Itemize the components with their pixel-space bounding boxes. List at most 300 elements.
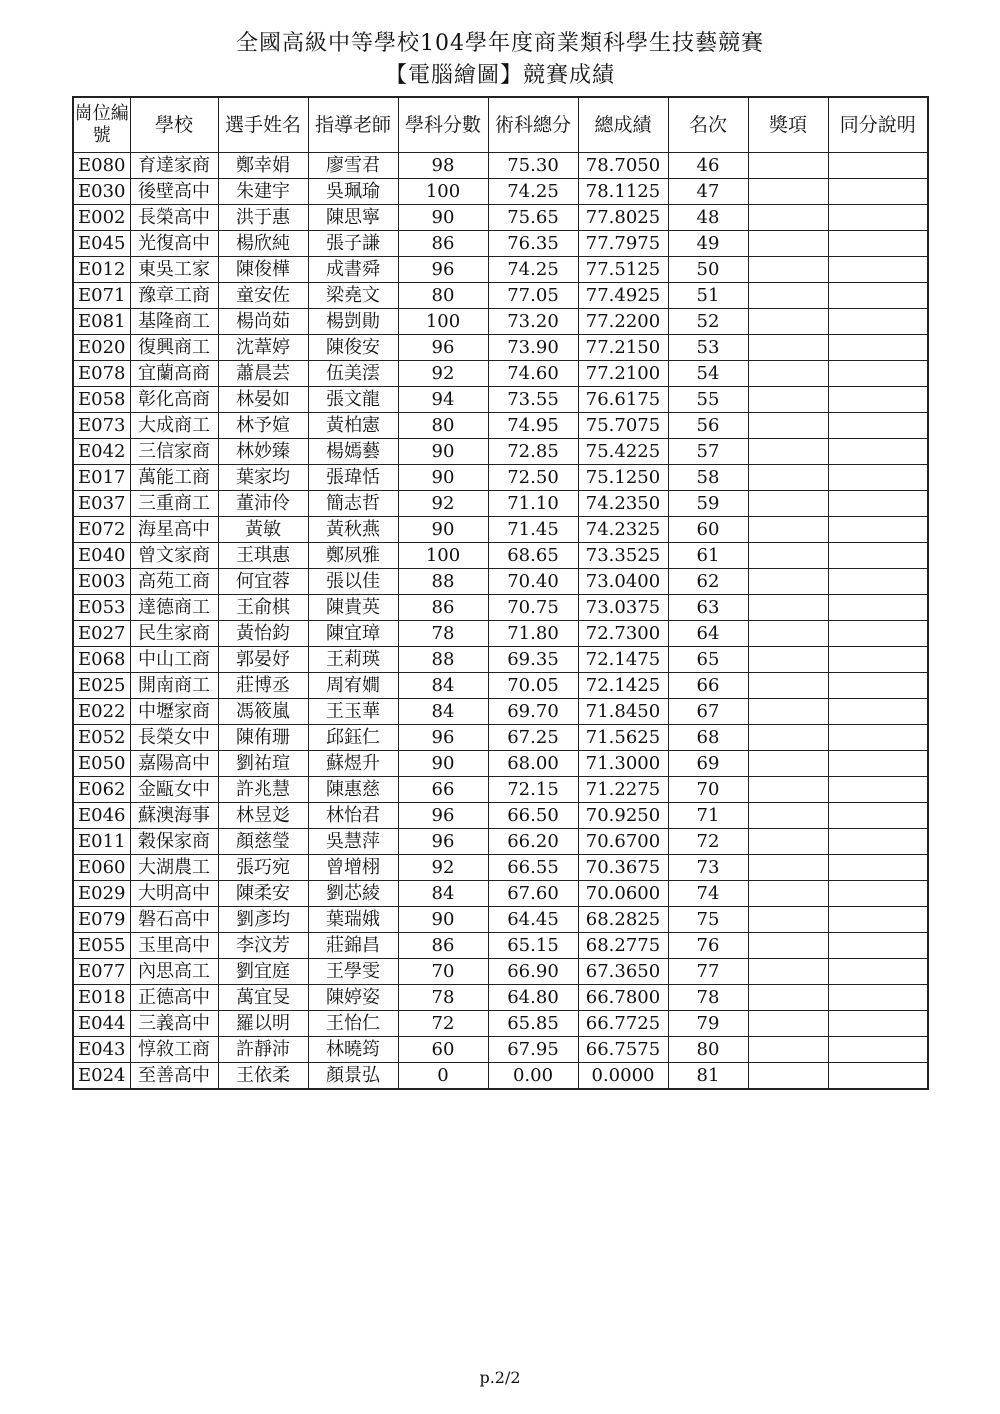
table-cell: 50 xyxy=(668,257,748,283)
table-row xyxy=(73,387,928,413)
table-cell: 96 xyxy=(398,725,488,751)
table-cell: 72.50 xyxy=(488,465,578,491)
table-cell xyxy=(748,387,828,413)
table-row xyxy=(73,413,928,439)
table-cell: E053 xyxy=(73,595,130,621)
table-cell: 86 xyxy=(398,933,488,959)
table-cell: 71.10 xyxy=(488,491,578,517)
table-cell: 廖雪君 xyxy=(308,153,398,179)
table-cell xyxy=(828,283,928,309)
table-cell: 74.60 xyxy=(488,361,578,387)
table-cell: 蘇澳海事 xyxy=(130,803,218,829)
table-cell: 東吳工家 xyxy=(130,257,218,283)
table-cell: 豫章工商 xyxy=(130,283,218,309)
table-cell: 周宥嫺 xyxy=(308,673,398,699)
table-cell xyxy=(748,491,828,517)
table-cell: 王琪惠 xyxy=(218,543,308,569)
table-cell: 吳慧萍 xyxy=(308,829,398,855)
table-cell: 53 xyxy=(668,335,748,361)
table-cell: 96 xyxy=(398,803,488,829)
table-cell: 成書舜 xyxy=(308,257,398,283)
table-cell: 78 xyxy=(398,985,488,1011)
table-cell: 65.15 xyxy=(488,933,578,959)
table-cell: 陳俊安 xyxy=(308,335,398,361)
table-cell: 陳俊樺 xyxy=(218,257,308,283)
table-row xyxy=(73,647,928,673)
table-cell: 黃秋燕 xyxy=(308,517,398,543)
table-cell xyxy=(748,335,828,361)
table-cell: 70 xyxy=(398,959,488,985)
table-cell: 64.45 xyxy=(488,907,578,933)
table-cell: E022 xyxy=(73,699,130,725)
table-cell: 67 xyxy=(668,699,748,725)
table-row xyxy=(73,465,928,491)
table-row xyxy=(73,725,928,751)
table-cell: 78 xyxy=(398,621,488,647)
table-cell xyxy=(828,1011,928,1037)
table-cell: 58 xyxy=(668,465,748,491)
table-row xyxy=(73,699,928,725)
table-cell: 陳宜璋 xyxy=(308,621,398,647)
table-cell: 曾增栩 xyxy=(308,855,398,881)
column-header: 學科分數 xyxy=(398,97,488,153)
table-cell xyxy=(828,205,928,231)
table-cell: 75.7075 xyxy=(578,413,668,439)
table-cell: 90 xyxy=(398,205,488,231)
column-header: 選手姓名 xyxy=(218,97,308,153)
table-cell: 惇敘工商 xyxy=(130,1037,218,1063)
table-cell: 80 xyxy=(668,1037,748,1063)
table-cell: 穀保家商 xyxy=(130,829,218,855)
table-cell: 57 xyxy=(668,439,748,465)
table-cell: 李汶芳 xyxy=(218,933,308,959)
table-cell xyxy=(828,1063,928,1090)
table-cell: E040 xyxy=(73,543,130,569)
table-cell: 大湖農工 xyxy=(130,855,218,881)
table-cell: E018 xyxy=(73,985,130,1011)
table-cell: 71.45 xyxy=(488,517,578,543)
table-cell: 羅以明 xyxy=(218,1011,308,1037)
table-row xyxy=(73,777,928,803)
table-cell: 80 xyxy=(398,413,488,439)
table-cell xyxy=(828,335,928,361)
table-cell xyxy=(828,881,928,907)
table-cell: 莊博丞 xyxy=(218,673,308,699)
table-cell: 71.8450 xyxy=(578,699,668,725)
table-cell: 洪于惠 xyxy=(218,205,308,231)
table-cell: 66.7800 xyxy=(578,985,668,1011)
document-title: 全國高級中等學校104學年度商業類科學生技藝競賽 xyxy=(236,31,764,56)
table-cell: 66.7575 xyxy=(578,1037,668,1063)
table-cell: 後壁高中 xyxy=(130,179,218,205)
table-cell xyxy=(828,179,928,205)
table-cell: 62 xyxy=(668,569,748,595)
table-cell: 達德商工 xyxy=(130,595,218,621)
table-cell: E002 xyxy=(73,205,130,231)
table-row xyxy=(73,309,928,335)
table-cell: 75 xyxy=(668,907,748,933)
table-cell: 76 xyxy=(668,933,748,959)
table-cell: 黃敏 xyxy=(218,517,308,543)
table-cell: 92 xyxy=(398,491,488,517)
table-cell: 復興商工 xyxy=(130,335,218,361)
table-cell: 宜蘭高商 xyxy=(130,361,218,387)
table-cell: 78.7050 xyxy=(578,153,668,179)
table-cell: 98 xyxy=(398,153,488,179)
table-cell: 海星高中 xyxy=(130,517,218,543)
table-cell: 66.7725 xyxy=(578,1011,668,1037)
table-cell xyxy=(748,803,828,829)
table-cell: 65 xyxy=(668,647,748,673)
table-cell xyxy=(828,439,928,465)
table-cell: 56 xyxy=(668,413,748,439)
table-row xyxy=(73,1011,928,1037)
table-cell: 72.85 xyxy=(488,439,578,465)
table-cell: 46 xyxy=(668,153,748,179)
table-row xyxy=(73,881,928,907)
column-header: 獎項 xyxy=(748,97,828,153)
table-cell xyxy=(748,647,828,673)
table-cell: 80 xyxy=(398,283,488,309)
table-cell xyxy=(748,881,828,907)
table-cell: 72.1425 xyxy=(578,673,668,699)
table-row xyxy=(73,283,928,309)
table-cell: 94 xyxy=(398,387,488,413)
table-cell: 66 xyxy=(668,673,748,699)
table-cell xyxy=(748,309,828,335)
table-cell xyxy=(828,595,928,621)
table-cell xyxy=(748,1037,828,1063)
table-cell xyxy=(828,959,928,985)
table-body xyxy=(73,153,928,1090)
table-cell: 基隆商工 xyxy=(130,309,218,335)
table-cell: 88 xyxy=(398,647,488,673)
table-cell: 69 xyxy=(668,751,748,777)
table-cell: 77 xyxy=(668,959,748,985)
table-cell: 75.1250 xyxy=(578,465,668,491)
table-cell: 許靜沛 xyxy=(218,1037,308,1063)
table-cell: 大明高中 xyxy=(130,881,218,907)
table-cell: 張以佳 xyxy=(308,569,398,595)
table-cell: 王莉瑛 xyxy=(308,647,398,673)
table-cell: 75.30 xyxy=(488,153,578,179)
table-row xyxy=(73,491,928,517)
table-cell: E029 xyxy=(73,881,130,907)
table-cell xyxy=(828,985,928,1011)
table-cell: 73 xyxy=(668,855,748,881)
table-cell: 林怡君 xyxy=(308,803,398,829)
table-cell: E080 xyxy=(73,153,130,179)
table-cell xyxy=(828,361,928,387)
table-cell: 葉家均 xyxy=(218,465,308,491)
column-header: 名次 xyxy=(668,97,748,153)
table-cell: E052 xyxy=(73,725,130,751)
table-cell: E044 xyxy=(73,1011,130,1037)
table-cell: 林晏如 xyxy=(218,387,308,413)
table-cell: 73.3525 xyxy=(578,543,668,569)
table-cell xyxy=(748,205,828,231)
table-cell xyxy=(828,621,928,647)
table-cell: 陳惠慈 xyxy=(308,777,398,803)
table-cell: 68.2775 xyxy=(578,933,668,959)
table-cell: 73.90 xyxy=(488,335,578,361)
table-cell: 72.15 xyxy=(488,777,578,803)
table-cell: 71.3000 xyxy=(578,751,668,777)
table-cell: 大成商工 xyxy=(130,413,218,439)
table-cell: 74.2350 xyxy=(578,491,668,517)
table-cell: 劉彥均 xyxy=(218,907,308,933)
column-header: 術科總分 xyxy=(488,97,578,153)
table-row xyxy=(73,933,928,959)
table-cell: 74 xyxy=(668,881,748,907)
table-cell: 莊錦昌 xyxy=(308,933,398,959)
table-cell: 楊剴勛 xyxy=(308,309,398,335)
table-cell: 陳貴英 xyxy=(308,595,398,621)
table-cell xyxy=(828,491,928,517)
table-cell xyxy=(748,673,828,699)
table-cell: 陳思寧 xyxy=(308,205,398,231)
table-cell: 72 xyxy=(398,1011,488,1037)
table-cell: 63 xyxy=(668,595,748,621)
table-cell: 王依柔 xyxy=(218,1063,308,1090)
table-cell: 張子謙 xyxy=(308,231,398,257)
table-cell xyxy=(748,1011,828,1037)
table-cell: 65.85 xyxy=(488,1011,578,1037)
table-cell: 64 xyxy=(668,621,748,647)
table-cell: 王學雯 xyxy=(308,959,398,985)
table-cell: 黃怡鈞 xyxy=(218,621,308,647)
table-cell: 劉祐瑄 xyxy=(218,751,308,777)
table-cell: 60 xyxy=(398,1037,488,1063)
table-cell: 許兆慧 xyxy=(218,777,308,803)
results-table xyxy=(72,96,929,1090)
table-cell xyxy=(748,543,828,569)
table-cell: 70.3675 xyxy=(578,855,668,881)
table-cell xyxy=(828,777,928,803)
table-cell: 68 xyxy=(668,725,748,751)
table-cell: 60 xyxy=(668,517,748,543)
table-cell: 鄭幸娟 xyxy=(218,153,308,179)
table-row xyxy=(73,361,928,387)
table-cell: E081 xyxy=(73,309,130,335)
table-cell: 52 xyxy=(668,309,748,335)
table-row xyxy=(73,1063,928,1090)
table-cell: 嘉陽高中 xyxy=(130,751,218,777)
table-cell xyxy=(828,673,928,699)
table-cell: E025 xyxy=(73,673,130,699)
table-cell: 正德高中 xyxy=(130,985,218,1011)
table-cell: 朱建宇 xyxy=(218,179,308,205)
table-cell: 0 xyxy=(398,1063,488,1090)
table-cell: 71.5625 xyxy=(578,725,668,751)
table-cell: 48 xyxy=(668,205,748,231)
table-cell: 72.7300 xyxy=(578,621,668,647)
table-cell: 79 xyxy=(668,1011,748,1037)
table-cell xyxy=(748,595,828,621)
table-cell xyxy=(828,725,928,751)
table-cell: 69.70 xyxy=(488,699,578,725)
table-row xyxy=(73,257,928,283)
table-cell: 伍美澐 xyxy=(308,361,398,387)
table-cell: 陳侑珊 xyxy=(218,725,308,751)
table-cell: 三重商工 xyxy=(130,491,218,517)
table-cell: 75.65 xyxy=(488,205,578,231)
table-cell: 顏景弘 xyxy=(308,1063,398,1090)
table-row xyxy=(73,569,928,595)
table-cell: 70.75 xyxy=(488,595,578,621)
table-cell xyxy=(748,829,828,855)
table-cell: 71 xyxy=(668,803,748,829)
table-cell: E073 xyxy=(73,413,130,439)
table-cell: 78.1125 xyxy=(578,179,668,205)
table-cell: E060 xyxy=(73,855,130,881)
table-cell: 100 xyxy=(398,179,488,205)
table-cell: E068 xyxy=(73,647,130,673)
table-cell xyxy=(828,153,928,179)
table-cell: 郭晏妤 xyxy=(218,647,308,673)
table-cell: 王俞棋 xyxy=(218,595,308,621)
table-cell: E012 xyxy=(73,257,130,283)
table-cell: E042 xyxy=(73,439,130,465)
table-cell: 71.2275 xyxy=(578,777,668,803)
table-cell: 玉里高中 xyxy=(130,933,218,959)
table-cell: 68.2825 xyxy=(578,907,668,933)
table-cell: 71.80 xyxy=(488,621,578,647)
table-row xyxy=(73,751,928,777)
column-header: 指導老師 xyxy=(308,97,398,153)
table-row xyxy=(73,855,928,881)
table-cell xyxy=(748,257,828,283)
table-row xyxy=(73,621,928,647)
table-cell: 彰化高商 xyxy=(130,387,218,413)
table-cell xyxy=(828,829,928,855)
table-row xyxy=(73,153,928,179)
table-cell: 楊尚茹 xyxy=(218,309,308,335)
table-cell xyxy=(748,907,828,933)
table-cell: 劉宜庭 xyxy=(218,959,308,985)
table-cell: E046 xyxy=(73,803,130,829)
table-cell: 84 xyxy=(398,699,488,725)
table-cell: 92 xyxy=(398,855,488,881)
table-cell: E045 xyxy=(73,231,130,257)
table-cell: 楊欣純 xyxy=(218,231,308,257)
table-cell: 林昱彣 xyxy=(218,803,308,829)
table-cell: 86 xyxy=(398,231,488,257)
table-cell: 蘇煜升 xyxy=(308,751,398,777)
table-cell: 76.6175 xyxy=(578,387,668,413)
table-cell: 74.25 xyxy=(488,179,578,205)
table-cell: 59 xyxy=(668,491,748,517)
table-cell: 蕭晨芸 xyxy=(218,361,308,387)
table-cell xyxy=(748,621,828,647)
table-row xyxy=(73,517,928,543)
table-cell: 葉瑞娥 xyxy=(308,907,398,933)
table-cell: 三義高中 xyxy=(130,1011,218,1037)
table-cell xyxy=(828,257,928,283)
table-cell: 黃柏憲 xyxy=(308,413,398,439)
table-cell: 磐石高中 xyxy=(130,907,218,933)
table-cell: 90 xyxy=(398,465,488,491)
table-cell xyxy=(828,413,928,439)
table-row xyxy=(73,985,928,1011)
table-cell: 66.90 xyxy=(488,959,578,985)
table-cell xyxy=(828,933,928,959)
table-cell: 90 xyxy=(398,517,488,543)
table-cell xyxy=(748,413,828,439)
table-cell xyxy=(748,985,828,1011)
table-cell: 96 xyxy=(398,335,488,361)
table-cell: 72.1475 xyxy=(578,647,668,673)
table-row xyxy=(73,1037,928,1063)
table-cell xyxy=(748,361,828,387)
table-cell xyxy=(828,569,928,595)
table-row xyxy=(73,907,928,933)
table-cell: 90 xyxy=(398,439,488,465)
table-cell: 陳柔安 xyxy=(218,881,308,907)
table-cell: 72 xyxy=(668,829,748,855)
table-cell: 74.95 xyxy=(488,413,578,439)
table-cell: 61 xyxy=(668,543,748,569)
table-cell: 68.00 xyxy=(488,751,578,777)
table-cell xyxy=(748,283,828,309)
table-cell: 萬能工商 xyxy=(130,465,218,491)
table-cell: 77.2150 xyxy=(578,335,668,361)
table-cell: 王玉華 xyxy=(308,699,398,725)
table-cell: 74.2325 xyxy=(578,517,668,543)
table-cell: 70.0600 xyxy=(578,881,668,907)
table-row xyxy=(73,335,928,361)
table-cell: E011 xyxy=(73,829,130,855)
table-cell: 張瑋恬 xyxy=(308,465,398,491)
table-cell: 0.0000 xyxy=(578,1063,668,1090)
table-cell: 55 xyxy=(668,387,748,413)
table-cell: 73.20 xyxy=(488,309,578,335)
table-cell: 77.05 xyxy=(488,283,578,309)
table-row xyxy=(73,803,928,829)
table-cell: 張文龍 xyxy=(308,387,398,413)
table-cell: 光復高中 xyxy=(130,231,218,257)
page-number: p.2/2 xyxy=(479,1368,521,1387)
table-cell xyxy=(828,517,928,543)
table-cell: 萬宜旻 xyxy=(218,985,308,1011)
document-subtitle: 【電腦繪圖】競賽成績 xyxy=(384,63,615,88)
table-cell: 51 xyxy=(668,283,748,309)
table-cell: 簡志哲 xyxy=(308,491,398,517)
table-cell: 66.50 xyxy=(488,803,578,829)
table-cell xyxy=(828,699,928,725)
table-cell: 78 xyxy=(668,985,748,1011)
table-cell: 劉芯綾 xyxy=(308,881,398,907)
table-cell: 童安佐 xyxy=(218,283,308,309)
column-header: 總成績 xyxy=(578,97,668,153)
table-cell: E058 xyxy=(73,387,130,413)
table-cell: E027 xyxy=(73,621,130,647)
table-cell xyxy=(828,231,928,257)
table-row xyxy=(73,231,928,257)
table-cell: 沈葦婷 xyxy=(218,335,308,361)
table-cell: E078 xyxy=(73,361,130,387)
table-cell xyxy=(748,933,828,959)
table-cell: 民生家商 xyxy=(130,621,218,647)
table-cell: E030 xyxy=(73,179,130,205)
table-cell: 47 xyxy=(668,179,748,205)
table-cell xyxy=(828,751,928,777)
table-cell: 三信家商 xyxy=(130,439,218,465)
table-cell xyxy=(748,179,828,205)
table-cell: 顏慈瑩 xyxy=(218,829,308,855)
table-cell xyxy=(828,907,928,933)
table-cell xyxy=(748,153,828,179)
